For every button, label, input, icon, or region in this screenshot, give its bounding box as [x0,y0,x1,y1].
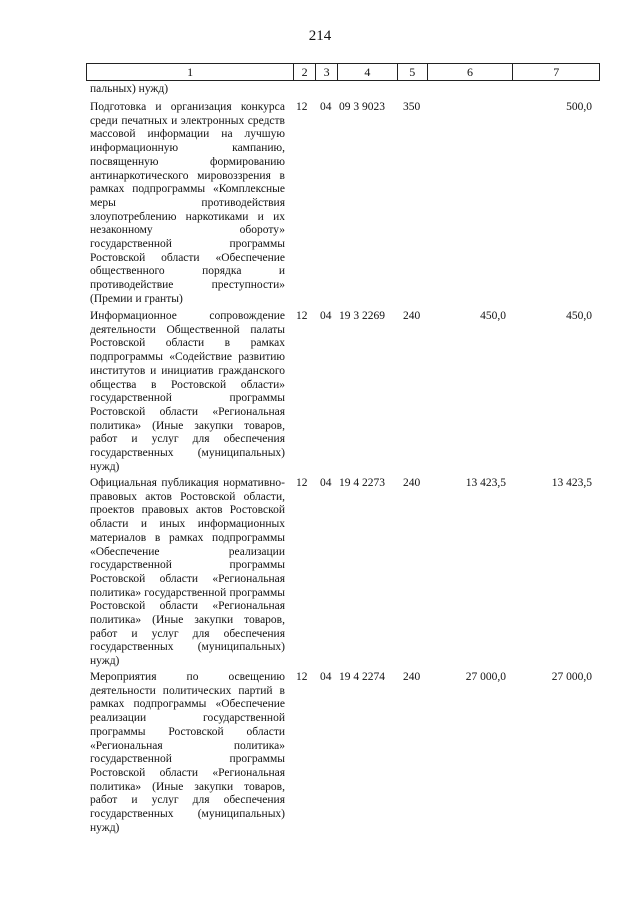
header-col-1: 1 [87,64,294,80]
row-target-article: 19 3 2269 [339,310,385,322]
row-expense-type: 240 [403,671,421,683]
header-col-4: 4 [338,64,398,80]
row-amount-2: 27 000,0 [551,671,592,683]
row-target-article: 19 4 2274 [339,671,385,683]
row-expense-type: 240 [403,310,421,322]
table-header [86,63,600,81]
header-col-5: 5 [398,64,428,80]
page-number: 214 [308,28,332,44]
row-amount-1: 13 423,5 [465,477,506,489]
row-amount-1: 27 000,0 [465,671,506,683]
row-subsection: 04 [320,671,332,683]
row-section: 12 [296,477,308,489]
row-amount-2: 13 423,5 [551,477,592,489]
row-description: Подготовка и организация конкурса среди печатных и электронных средств массовой информации на лучшую информационную кампанию, посвященную формированию антинаркотического мировоззрения в рамках подпрограммы «Комплексные меры противодействия злоупотреблению наркотиками и их незаконному обороту» государственной программы Ростовской области «Обеспечение общественного порядка и противодействие преступности» (Премии и гранты) [90,101,285,305]
row-expense-type: 350 [403,101,421,113]
row-expense-type: 240 [403,477,421,489]
continuation-text: пальных) нужд) [90,83,169,95]
row-subsection: 04 [320,477,332,489]
row-section: 12 [296,671,308,683]
row-amount-2: 500,0 [566,101,592,113]
header-col-6: 6 [428,64,514,80]
header-col-3: 3 [316,64,338,80]
row-target-article: 19 4 2273 [339,477,385,489]
row-description: Мероприятия по освещению деятельности политических партий в рамках подпрограммы «Обеспечение реализации государственной программы Ростовской области «Региональная политика» государственной программы Ростовской области «Региональная политика» (Иные закупки товаров, работ и услуг для обеспечения государственных (муниципальных) нужд) [90,671,285,834]
row-subsection: 04 [320,101,332,113]
header-col-2: 2 [294,64,316,80]
row-section: 12 [296,101,308,113]
row-target-article: 09 3 9023 [339,101,385,113]
row-subsection: 04 [320,310,332,322]
row-description: Информационное сопровождение деятельности Общественной палаты Ростовской области в рамках подпрограммы «Содействие развитию институтов и инициатив гражданского общества в Ростовской области» государственной программы Ростовской области «Региональная политика» (Иные закупки товаров, работ и услуг для обеспечения государственных (муниципальных) нужд) [90,310,285,473]
header-col-7: 7 [553,65,560,79]
row-amount-2: 450,0 [566,310,592,322]
row-amount-1: 450,0 [480,310,506,322]
row-section: 12 [296,310,308,322]
row-description: Официальная публикация нормативно-правовых актов Ростовской области, проектов правовых актов Ростовской области и иных информационных материалов в рамках подпрограммы «Обеспечение реализации государственной программы Ростовской области «Региональная политика» государственной программы Ростовской области «Региональная политика» (Иные закупки товаров, работ и услуг для обеспечения государственных (муниципальных) нужд) [90,477,285,668]
